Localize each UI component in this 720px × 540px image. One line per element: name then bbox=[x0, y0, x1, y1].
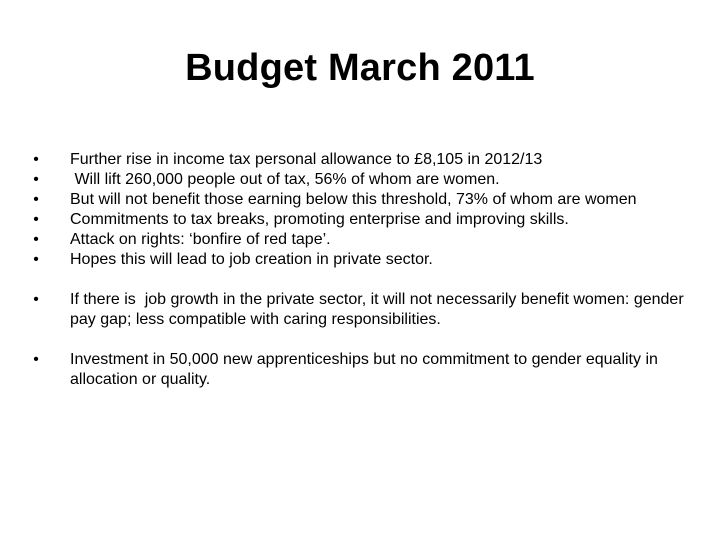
bullet-list bbox=[28, 150, 700, 390]
bullet-text: If there is job growth in the private sector, it will not necessarily benefit women: gender pay gap; less compatible with caring responsibilities. bbox=[70, 291, 689, 328]
bullet-icon: • bbox=[33, 351, 39, 368]
bullet-icon: • bbox=[33, 211, 39, 228]
bullet-item bbox=[28, 350, 700, 390]
bullet-text: Hopes this will lead to job creation in private sector. bbox=[70, 251, 433, 268]
bullet-text: Further rise in income tax personal allowance to £8,105 in 2012/13 bbox=[70, 151, 543, 168]
bullet-icon: • bbox=[33, 251, 39, 268]
bullet-item bbox=[28, 190, 700, 210]
bullet-text: Will lift 260,000 people out of tax, 56% of whom are women. bbox=[70, 171, 500, 188]
bullet-item bbox=[28, 230, 700, 250]
bullet-icon: • bbox=[33, 151, 39, 168]
bullet-item bbox=[28, 250, 700, 270]
bullet-item bbox=[28, 170, 700, 190]
bullet-icon: • bbox=[33, 231, 39, 248]
bullet-item bbox=[28, 150, 700, 170]
bullet-text: Commitments to tax breaks, promoting enterprise and improving skills. bbox=[70, 211, 569, 228]
bullet-text: Attack on rights: ‘bonfire of red tape’. bbox=[70, 231, 331, 248]
bullet-icon: • bbox=[33, 291, 39, 308]
bullet-text: Investment in 50,000 new apprenticeships but no commitment to gender equality in allocation or quality. bbox=[70, 351, 658, 388]
bullet-text: But will not benefit those earning below this threshold, 73% of whom are women bbox=[70, 191, 637, 208]
bullet-icon: • bbox=[33, 191, 39, 208]
slide-title: Budget March 2011 bbox=[185, 47, 535, 89]
bullet-item bbox=[28, 210, 700, 230]
bullet-item bbox=[28, 290, 700, 330]
bullet-icon: • bbox=[33, 171, 39, 188]
